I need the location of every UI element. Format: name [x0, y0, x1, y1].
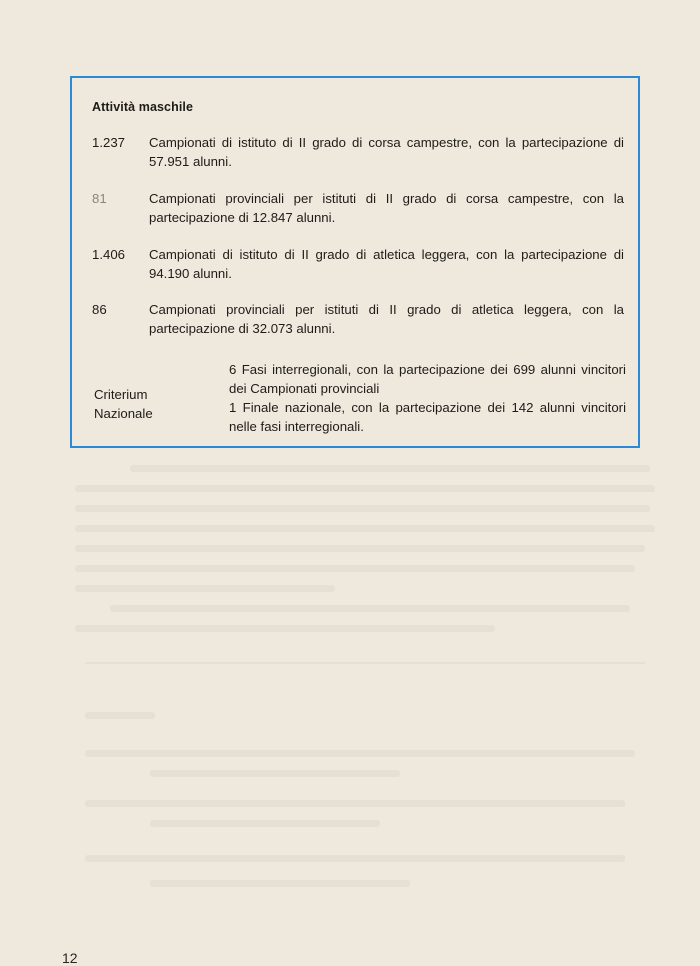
criterium-item-2: 1 Finale nazionale, con la partecipazione dei 142 alunni vincitori nelle fasi interregionali. [229, 400, 626, 434]
entry-number: 1.237 [92, 135, 126, 150]
entry-number: 81 [92, 191, 107, 206]
activities-box [70, 76, 640, 448]
criterium-label [94, 385, 153, 423]
criterium-label-line: Criterium [94, 387, 148, 402]
entry-4 [92, 300, 624, 338]
section-title: Attività maschile [92, 100, 194, 114]
criterium-item-1: 6 Fasi interregionali, con la partecipazione dei 699 alunni vincitori dei Campionati provinciali [229, 362, 626, 396]
entry-text: Campionati provinciali per istituti di II grado di corsa campestre, con la partecipazione di 12.847 alunni. [149, 191, 624, 225]
entry-text: Campionati di istituto di II grado di corsa campestre, con la partecipazione di 57.951 alunni. [149, 135, 624, 169]
entry-number: 1.406 [92, 247, 126, 262]
entry-text: Campionati di istituto di II grado di atletica leggera, con la partecipazione di 94.190 alunni. [149, 247, 624, 281]
entry-1 [92, 133, 624, 171]
entry-3 [92, 245, 624, 283]
page-number: 12 [62, 950, 78, 966]
entry-text: Campionati provinciali per istituti di II grado di atletica leggera, con la partecipazione di 32.073 alunni. [149, 302, 624, 336]
entry-number: 86 [92, 302, 107, 317]
criterium-label-line: Nazionale [94, 406, 153, 421]
entry-2 [92, 189, 624, 227]
